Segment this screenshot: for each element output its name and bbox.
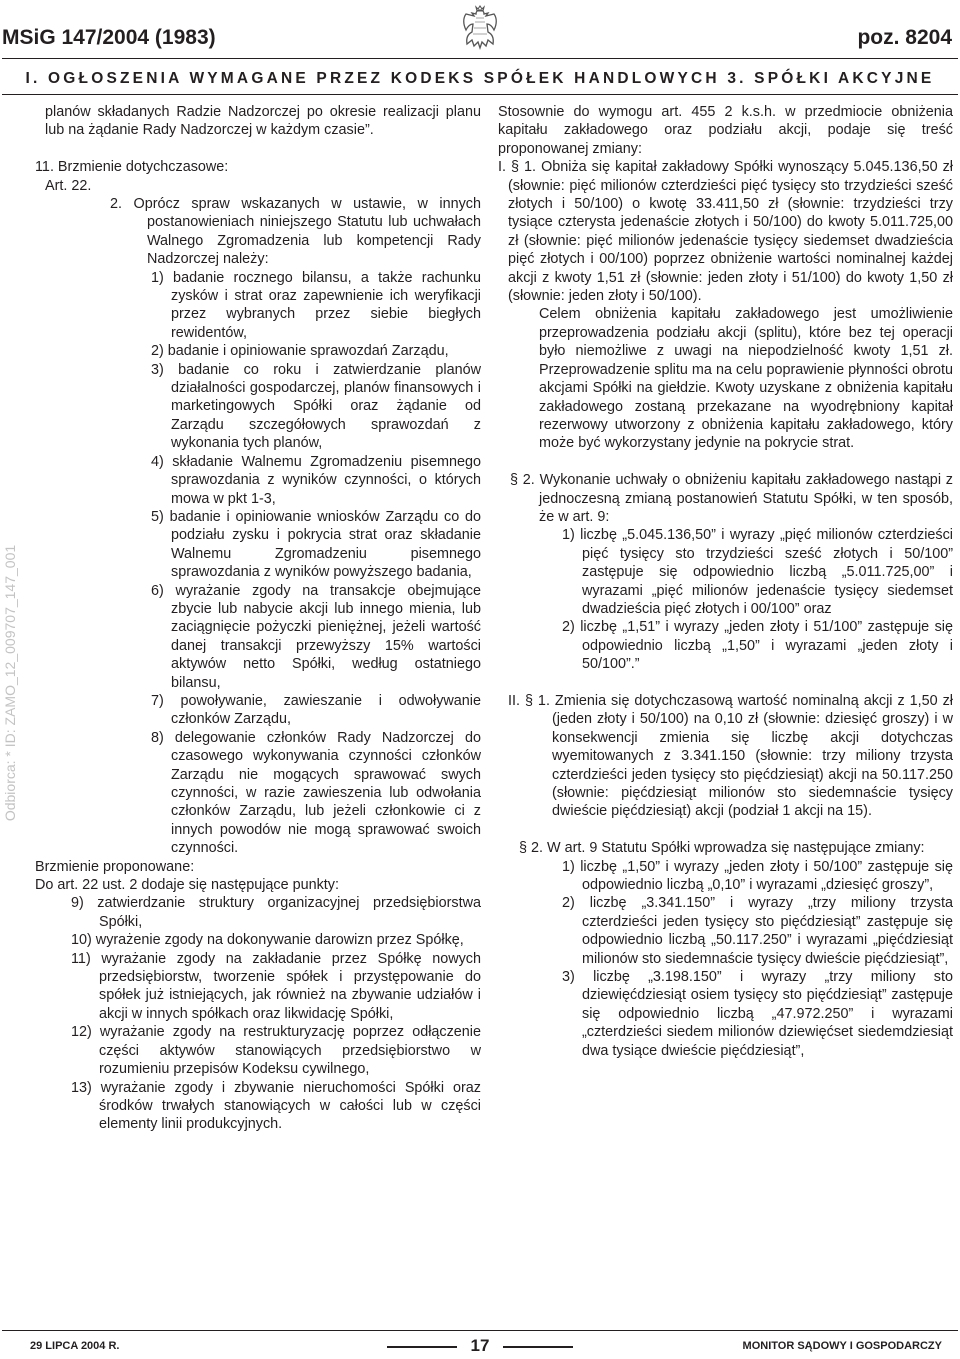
paragraph-gap [35,140,481,158]
paragraph: 7) powoływanie, zawieszanie i odwoływanie członków Zarządu, [151,692,481,728]
paragraph: Art. 22. [45,177,92,194]
paragraph: planów składanych Radzie Nadzorczej po okresie realizacji planu lub na żądanie Rady Nadzorczej w każdym czasie”. [45,104,481,139]
paragraph: 11) wyrażanie zgody na zakładanie przez Spółkę nowych przedsiębiorstw, tworzenie spółek i przystępowanie do spółek już istniejących, jak również na zbywanie udziałów i akcji w innych spółkach oraz likwidację Spółki, [71,950,481,1022]
paragraph: Brzmienie proponowane: [35,858,195,875]
paragraph: II. § 1. Zmienia się dotychczasową wartość nominalną akcji z 1,50 zł (jeden złoty i 50/100) na 0,10 zł (słownie: dziesięć groszy) i w konsekwencji zmienia się liczbę akcji dotychczas wyemitowanych z 3.341.150 (słownie: trzy miliony trzysta czterdzieści jeden tysięcy sto pięćdziesiąt) akcji na 50.117.250 (słownie: pięćdziesiąt milionów sto siedemnaście tysięcy dwieście pięćdziesiąt) akcji (podział 1 akcji na 15). [508,692,953,820]
position-number: poz. 8204 [857,26,952,49]
polish-eagle-emblem-icon [458,4,502,52]
footer-rule [2,1330,958,1331]
journal-issue: MSiG 147/2004 (1983) [2,26,216,49]
section-rule [2,94,958,95]
paragraph: 9) zatwierdzanie struktury organizacyjnej przedsiębiorstwa Spółki, [71,895,481,930]
paragraph: 11. Brzmienie dotychczasowe: [35,159,229,176]
paragraph: 6) wyrażanie zgody na transakcje obejmujące zbycie lub nabycie akcji lub innego mienia, lub zaciągnięcie pożyczki pieniężnej, jeżeli wartość danej transakcji przewyższy 15% wartości aktywów netto Spółki, według ostatniego bilansu, [151,582,481,691]
paragraph-gap [498,453,953,471]
paragraph: 2) liczbę „1,51” i wyrazy „jeden złoty i 51/100” zastępuje się odpowiednio liczbą „1,50” i wyrazami „jeden złoty i 50/100”.” [562,619,953,673]
footer-publication: MONITOR SĄDOWY I GOSPODARCZY [742,1340,942,1352]
page-dash-right [503,1346,573,1348]
paragraph: Do art. 22 ust. 2 dodaje się następujące punkty: [35,877,339,894]
paragraph: 4) składanie Walnemu Zgromadzeniu pisemnego sprawozdania z wyników czynności, o których mowa w pkt 1-3, [151,453,481,507]
recipient-watermark: Odbiorca: * ID: ZAMO_12_009707_147_001 [2,544,18,822]
paragraph-gap [498,821,953,839]
paragraph: 2) liczbę „3.341.150” i wyrazy „trzy miliony trzysta czterdzieści jeden tysięcy sto pięćdziesiąt” zastępuje się odpowiednio liczbą „50.117.250” i wyrazami „pięćdziesiąt milionów sto siedemnaście tysięcy dwieście pięćdziesiąt”, [562,895,953,967]
left-column [35,103,481,1134]
paragraph: I. § 1. Obniża się kapitał zakładowy Spółki wynoszący 5.045.136,50 zł (słownie: pięć milionów czterdzieści pięć tysięcy sto trzydzieści sześć złotych i 50/100) o kwotę 33.411,50 zł (słownie: trzydzieści trzy tysiące czterysta jedenaście złotych i 50/100) do kwoty 5.011.725,00 zł (słownie: pięć milionów jedenaście tysięcy siedemset dwadzieścia pięć złotych i 00/100) poprzez obniżenie wartości nominalnej każdej akcji z kwoty 1,51 zł (słownie: jeden złoty i 51/100) do kwoty 1,50 zł (słownie: jeden złoty i 50/100). [498,159,953,305]
paragraph: 5) badanie i opiniowanie wniosków Zarządu co do podziału zysku i pokrycia strat oraz składanie Walnemu Zgromadzeniu pisemnego sprawozdania z wyników powyższego badania, [151,508,481,581]
paragraph: 1) badanie rocznego bilansu, a także rachunku zysków i strat oraz zapewnienie ich weryfikacji przez wybranych przez siebie biegłych rewidentów, [151,269,481,341]
paragraph: 8) delegowanie członków Rady Nadzorczej do czasowego wykonywania czynności członków Zarządu nie mogących sprawować swych czynności, w razie zawieszenia lub odwołania członków Zarządu, lub jeżeli członkowie ci z innych powodów nie mogą sprawować swoich czynności. [151,729,481,857]
paragraph: 13) wyrażanie zgody i zbywanie nieruchomości Spółki oraz środków trwałych stanowiących w całości lub w części elementy linii produkcyjnych. [71,1079,481,1133]
page-number: 17 [470,1336,490,1355]
paragraph: 3) liczbę „3.198.150” i wyrazy „trzy miliony sto dziewięćdziesiąt osiem tysięcy sto pięćdziesiąt” zastępuje się odpowiednio liczbą „47.972.250” i wyrazami „czterdzieści siedem milionów dziewięćset siedemdziesiąt dwa tysiące dwieście pięćdziesiąt”, [562,969,953,1059]
page-dash-left [387,1346,457,1348]
paragraph: 3) badanie co roku i zatwierdzanie planów działalności gospodarczej, planów finansowych i marketingowych Spółki oraz żądanie od Zarządu szczegółowych sprawozdań z wykonania tych planów, [151,361,481,452]
paragraph: 2. Oprócz spraw wskazanych w ustawie, w innych postanowieniach niniejszego Statutu lub uchwałach Walnego Zgromadzenia lub kompetencji Rady Nadzorczej należy: [110,196,481,268]
paragraph: 12) wyrażanie zgody na restrukturyzację poprzez odłączenie części aktywów stanowiących przedsiębiorstwo w rozumieniu przepisów Kodeksu cywilnego, [71,1024,481,1078]
paragraph-gap [498,674,953,692]
paragraph: § 2. W art. 9 Statutu Spółki wprowadza się następujące zmiany: [519,840,925,857]
footer-date: 29 LIPCA 2004 R. [30,1340,120,1352]
paragraph: 2) badanie i opiniowanie sprawozdań Zarządu, [151,343,449,360]
paragraph: § 2. Wykonanie uchwały o obniżeniu kapitału zakładowego nastąpi z jednoczesną zmianą postanowień Statutu Spółki, w ten sposób, że w art. 9: [510,472,953,525]
paragraph: 1) liczbę „1,50” i wyrazy „jeden złoty i 50/100” zastępuje się odpowiednio liczbą „0,10” i wyrazami „dziesięć groszy”, [562,858,953,894]
paragraph: 1) liczbę „5.045.136,50” i wyrazy „pięć milionów czterdzieści pięć tysięcy sto trzydzieści sześć złotych i 50/100” zastępuje się odpowiednio liczbą „5.011.725,00” i wyrazami „pięć milionów jedenaście tysięcy siedemset dwadzieścia pięć złotych i 00/100” oraz [562,527,953,617]
right-column [498,103,953,1060]
section-title: I. OGŁOSZENIA WYMAGANE PRZEZ KODEKS SPÓŁEK HANDLOWYCH 3. SPÓŁKI AKCYJNE [25,70,935,87]
paragraph: Celem obniżenia kapitału zakładowego jest umożliwienie przeprowadzenia podziału akcji (splitu), które bez tej operacji było niemożliwe z uwagi na niepodzielność kwoty 1,51 zł. Przeprowadzenie splitu ma na celu poprawienie płynności obrotu akcjami Spółki na giełdzie. Kwoty uzyskane z obniżenia kapitału zakładowego zostaną przekazane na wyodrębniony kapitał rezerwowy utworzony z obniżenia kapitału zakładowego, który może być wykorzystany jedynie na pokrycie strat. [539,306,953,452]
paragraph: 10) wyrażenie zgody na dokonywanie darowizn przez Spółkę, [71,932,464,949]
header-rule [2,58,958,59]
paragraph: Stosownie do wymogu art. 455 2 k.s.h. w przedmiocie obniżenia kapitału zakładowego oraz podziału akcji, podaje się treść proponowanej zmiany: [498,104,953,157]
